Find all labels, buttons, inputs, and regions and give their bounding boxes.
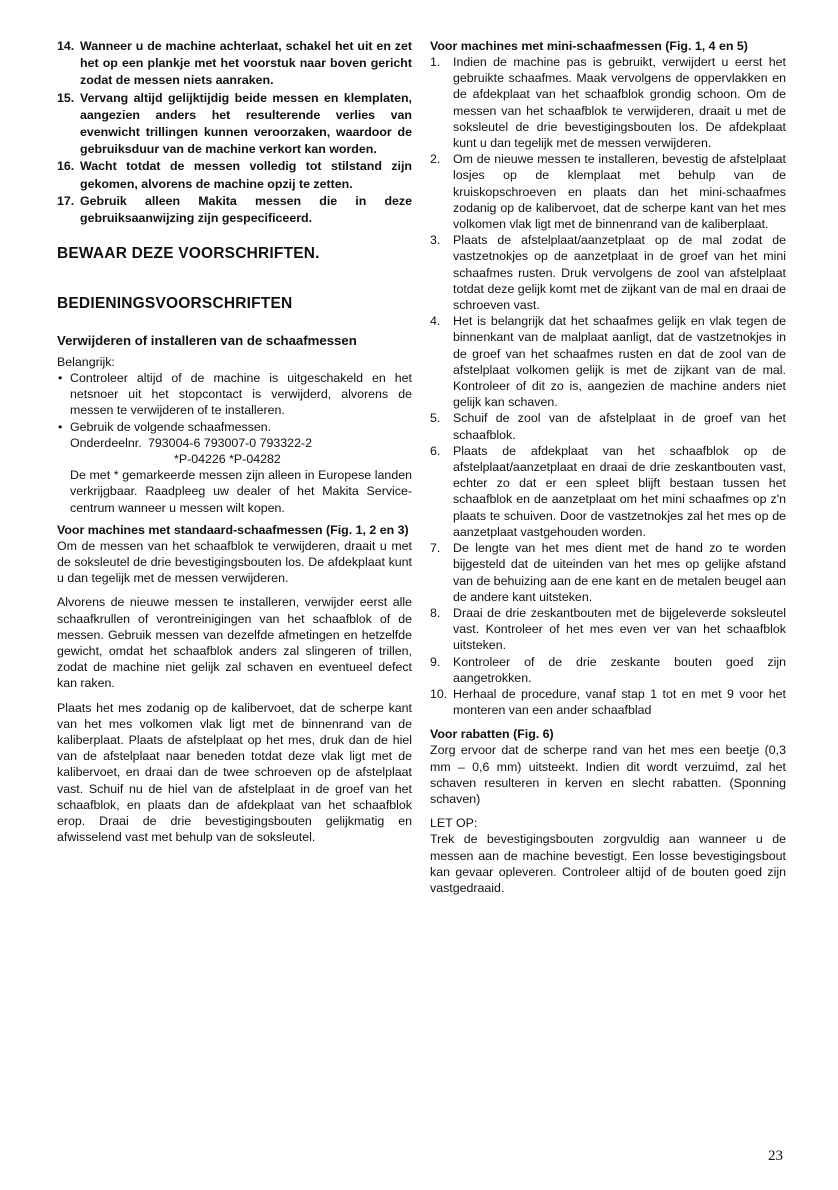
standard-paragraph: Plaats het mes zodanig op de kalibervoet, dat de scherpe kant van het mes volkomen vlak ligt met de binnenrand van de kaliberplaat. Plaats de afstelplaat op het mes, druk dan de hiel van de afstelplaat naar beneden totdat deze vlak ligt met de kalibervoet, en draai dan de twee schroeven op de afstelplaat vast. Schuif nu de hiel van de afstelplaat in de groef van het schaafblok, en plaats dan de afdekplaat van het schaafblok erop. Draai de drie bevestigingsbouten gelijkmatig en afwisselend vast met behulp van de soksleutel. — [57, 700, 412, 845]
important-label: Belangrijk: — [57, 354, 115, 369]
page-number: 23 — [768, 1148, 783, 1164]
caution-text: Trek de bevestigingsbouten zorgvuldig aan wanneer u de messen aan de machine bevestigt. Een losse bevestigingsbout kan gevaar opleveren. Controleer altijd of de bouten goed zijn vastgedraaid. — [430, 832, 786, 895]
standard-paragraph: Alvorens de nieuwe messen te installeren, verwijder eerst alle schaafkrullen of verontreinigingen van het schaafblok of de messen. Gebruik messen van dezelfde afmetingen en hetzelfde gewicht, omdat het schaafblok anders zal slingeren of trillen, zodat de machine niet gelijk zal schaven en eventueel defect kan raken. — [57, 595, 412, 691]
step-item: 2. Om de nieuwe messen te installeren, bevestig de afstelplaat losjes op de klemplaat met behulp van de kruiskopschroeven en plaats dan het mini-schaafmes zodanig op de kalibervoet, dat de scherpe kant van het mes volkomen vlak ligt met de binnenrand van de kaliberplaat. — [430, 152, 786, 232]
right-column — [430, 38, 786, 896]
step-item: 4. Het is belangrijk dat het schaafmes gelijk en vlak tegen de binnenkant van de malplaat aanligt, dat de vastzetnokjes in de groef van het schaafmes rusten en dat de zool van de afstelplaat volkomen gelijk is met de zijkant van de mal. Kontroleer of dit zo is, aangezien de machine anders niet gelijk kan schaven. — [430, 314, 786, 410]
parts-note: De met * gemarkeerde messen zijn alleen in Europese landen verkrijgbaar. Raadpleeg uw dealer of het Makita Service-centrum wanneer u messen wilt kopen. — [70, 468, 412, 515]
safety-item: 14. Wanneer u de machine achterlaat, schakel het uit en zet het op een plankje met het voorstuk naar boven gericht zodat de messen niets aanraken. — [57, 39, 412, 88]
step-item: 5. Schuif de zool van de afstelplaat in de groef van het schaafblok. — [430, 411, 786, 442]
step-item: 10. Herhaal de procedure, vanaf stap 1 tot en met 9 voor het monteren van een ander schaafblad — [430, 686, 786, 718]
safety-list — [57, 38, 412, 227]
operating-instructions-heading: BEDIENINGSVOORSCHRIFTEN — [57, 295, 293, 313]
part-numbers — [57, 435, 412, 467]
parts-line-2: *P-04226 *P-04282 — [174, 451, 281, 466]
step-item: 9. Kontroleer of de drie zeskante bouten goed zijn aangetrokken. — [430, 654, 786, 685]
step-item: 3. Plaats de afstelplaat/aanzetplaat op de mal zodat de vastzetnokjes op de aanzetplaat in de groef van het mini schaafmes rusten. Druk vervolgens de zool van afstelplaat totdat deze gelijk komt met de zijkant van de mal en draai de schroeven vast. — [430, 233, 786, 313]
bullet-item: • Controleer altijd of de machine is uitgeschakeld en het netsnoer uit het stopcontact is verwijderd, alvorens de messen te verwijderen of te installeren. — [58, 370, 412, 418]
left-column — [57, 38, 412, 845]
bullet-item: • Gebruik de volgende schaafmessen. — [58, 419, 272, 434]
important-bullets — [57, 370, 412, 435]
parts-label: Onderdeelnr. — [70, 435, 142, 450]
safety-item: 15. Vervang altijd gelijktijdig beide messen en klemplaten, aangezien anders het resulterende verlies van evenwicht trillingen kunnen veroorzaken, waardoor de gebruiksduur van de machine verkort kan worden. — [57, 90, 412, 157]
rabbet-heading: Voor rabatten (Fig. 6) — [430, 727, 554, 742]
standard-paragraph: Om de messen van het schaafblok te verwijderen, draait u met de soksleutel de drie bevestigingsbouten los. De afdekplaat kunt u dan tegelijk met de messen verwijderen. — [57, 538, 412, 586]
step-item: 8. Draai de drie zeskantbouten met de bijgeleverde soksleutel vast. Kontroleer of het mes even ver van het schaafblok uitsteken. — [430, 605, 786, 653]
mini-blade-steps — [430, 54, 786, 718]
section-heading: Verwijderen of installeren van de schaafmessen — [57, 333, 357, 349]
standard-blades-heading: Voor machines met standaard-schaafmessen (Fig. 1, 2 en 3) — [57, 522, 409, 537]
safety-item: 17. Gebruik alleen Makita messen die in deze gebruiksaanwijzing zijn gespecificeerd. — [57, 193, 412, 226]
step-item: 1. Indien de machine pas is gebruikt, verwijdert u eerst het gebruikte schaafmes. Maak vervolgens de oppervlakken en de afdekplaat van het schaafblok grondig schoon. Om de messen van het schaafblok te verwijderen, draait u met de soksleutel de drie bevestigingsbouten los. De afdekplaat kunt u dan tegelijk met de messen verwijderen. — [430, 55, 786, 151]
mini-blades-heading: Voor machines met mini-schaafmessen (Fig. 1, 4 en 5) — [430, 39, 748, 53]
save-instructions-heading: BEWAAR DEZE VOORSCHRIFTEN. — [57, 245, 320, 263]
rabbet-text: Zorg ervoor dat de scherpe rand van het mes een beetje (0,3 mm – 0,6 mm) uitsteekt. Indien dit wordt verzuimd, zal het schaven resulteren in kerven en slecht rabatten. (Sponning schaven) — [430, 743, 786, 806]
parts-line-1: 793004-6 793007-0 793322-2 — [148, 435, 312, 450]
safety-item: 16. Wacht totdat de messen volledig tot stilstand zijn gekomen, alvorens de machine opzij te zetten. — [57, 159, 412, 191]
step-item: 6. Plaats de afdekplaat van het schaafblok op de afstelplaat/aanzetplaat en draai de drie zeskantbouten vast, echter zo dat er een spleet blijft bestaan tussen het schaafblok en de aanzetplaat om het mini schaafmes op z'n plaats te schuiven. Door de vastzetnokjes zal het mes op de aanzetplaat vastgehouden worden. — [430, 443, 786, 539]
step-item: 7. De lengte van het mes dient met de hand zo te worden bijgesteld dat de uiteinden van het mes op gelijke afstand van de behuizing aan de ene kant en de metalen beugel aan de andere kant uitsteken. — [430, 541, 786, 604]
caution-label: LET OP: — [430, 816, 478, 831]
